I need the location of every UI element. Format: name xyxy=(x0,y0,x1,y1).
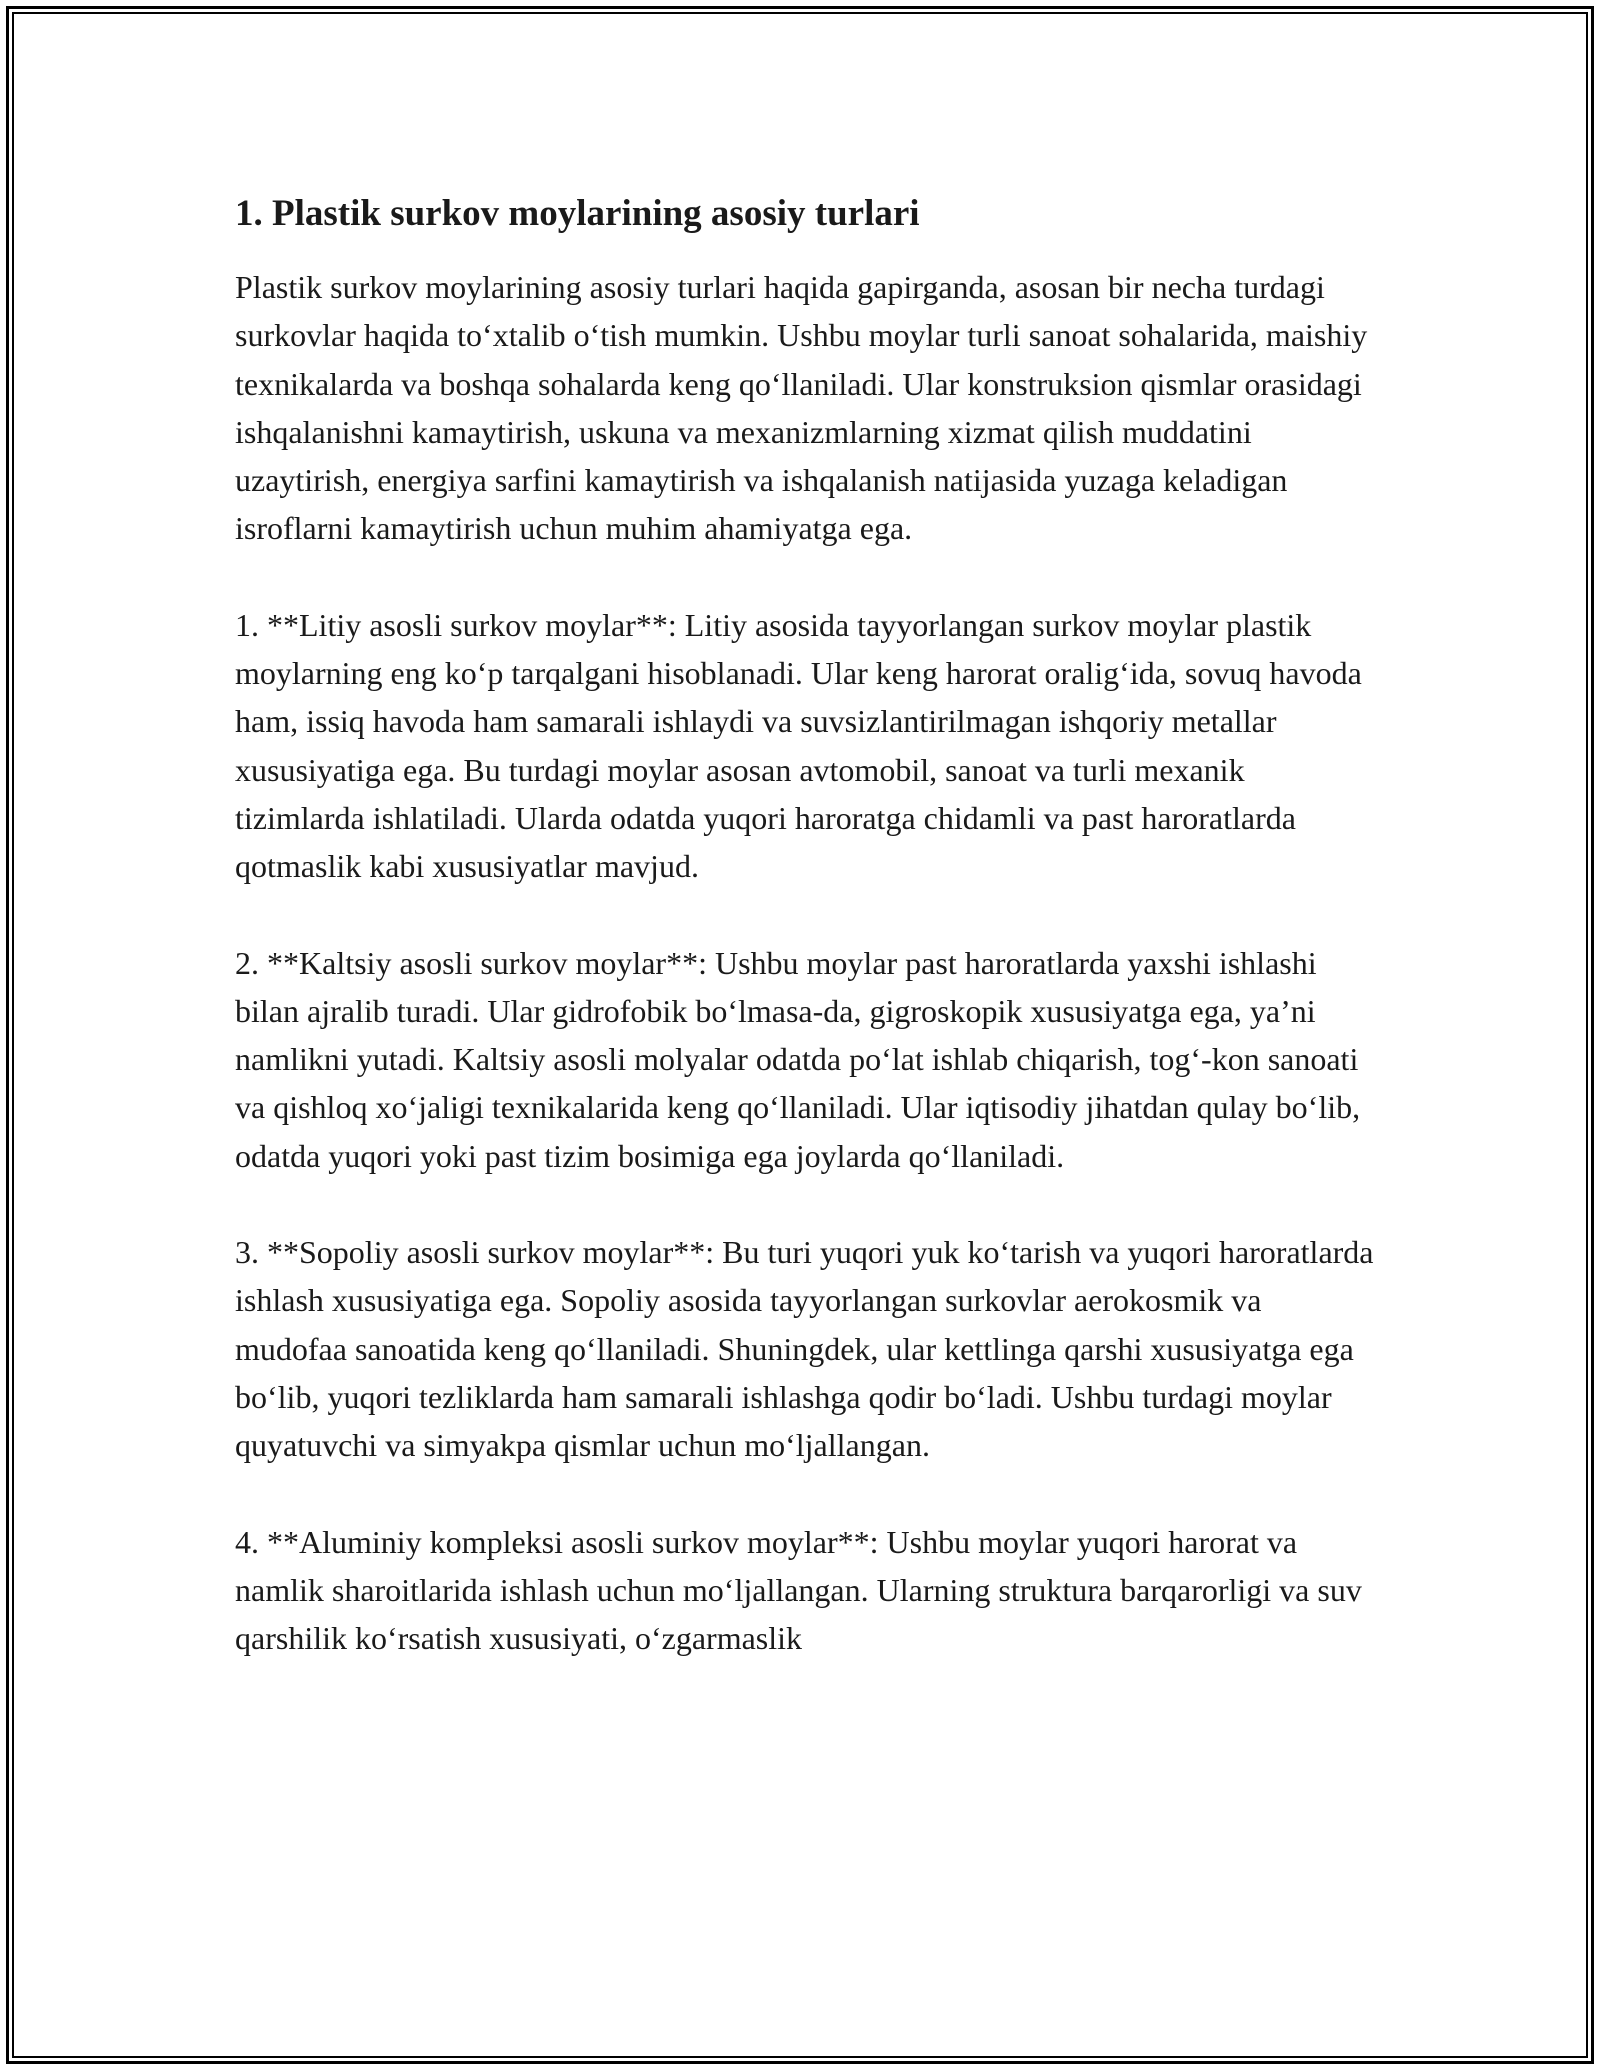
intro-paragraph: Plastik surkov moylarining asosiy turlari haqida gapirganda, asosan bir necha turdagi surkovlar haqida to‘xtalib o‘tish mumkin. Ushbu moylar turli sanoat sohalarida, maishiy texnikalarda va boshqa sohalarda keng qo‘llaniladi. Ular konstruksion qismlar orasidagi ishqalanishni kamaytirish, uskuna va mexanizmlarning xizmat qilish muddatini uzaytirish, energiya sarfini kamaytirish va ishqalanish natijasida yuzaga keladigan isroflarni kamaytirish uchun muhim ahamiyatga ega. xyxy=(235,269,1368,547)
document-body xyxy=(235,190,1375,1710)
section-heading: 1. Plastik surkov moylarining asosiy turlari xyxy=(235,193,920,234)
paragraph-calcium: 2. **Kaltsiy asosli surkov moylar**: Ushbu moylar past haroratlarda yaxshi ishlashi bilan ajralib turadi. Ular gidrofobik bo‘lmasa-da, gigroskopik xususiyatga ega, ya’ni namlikni yutadi. Kaltsiy asosli molyalar odatda po‘lat ishlab chiqarish, tog‘-kon sanoati va qishloq xo‘jaligi texnikalarida keng qo‘llaniladi. Ular iqtisodiy jihatdan qulay bo‘lib, odatda yuqori yoki past tizim bosimiga ega joylarda qo‘llaniladi. xyxy=(235,944,1361,1174)
paragraph-aluminum: 4. **Aluminiy kompleksi asosli surkov moylar**: Ushbu moylar yuqori harorat va namlik sharoitlarida ishlash uchun mo‘ljallangan. Ularning struktura barqarorligi va suv qarshilik ko‘rsatish xususiyati, o‘zgarmaslik xyxy=(235,1523,1362,1657)
paragraph-sopoliy: 3. **Sopoliy asosli surkov moylar**: Bu turi yuqori yuk ko‘tarish va yuqori haroratlarda ishlash xususiyatiga ega. Sopoliy asosida tayyorlangan surkovlar aerokosmik va mudofaa sanoatida keng qo‘llaniladi. Shuningdek, ular kettlinga qarshi xususiyatga ega bo‘lib, yuqori tezliklarda ham samarali ishlashga qodir bo‘ladi. Ushbu turdagi moylar quyatuvchi va simyakpa qismlar uchun mo‘ljallangan. xyxy=(235,1234,1374,1464)
paragraph-lithium: 1. **Litiy asosli surkov moylar**: Litiy asosida tayyorlangan surkov moylar plastik moylarning eng ko‘p tarqalgani hisoblanadi. Ular keng harorat oralig‘ida, sovuq havoda ham, issiq havoda ham samarali ishlaydi va suvsizlantirilmagan ishqoriy metallar xususiyatiga ega. Bu turdagi moylar asosan avtomobil, sanoat va turli mexanik tizimlarda ishlatiladi. Ularda odatda yuqori haroratga chidamli va past haroratlarda qotmaslik kabi xususiyatlar mavjud. xyxy=(235,606,1362,885)
